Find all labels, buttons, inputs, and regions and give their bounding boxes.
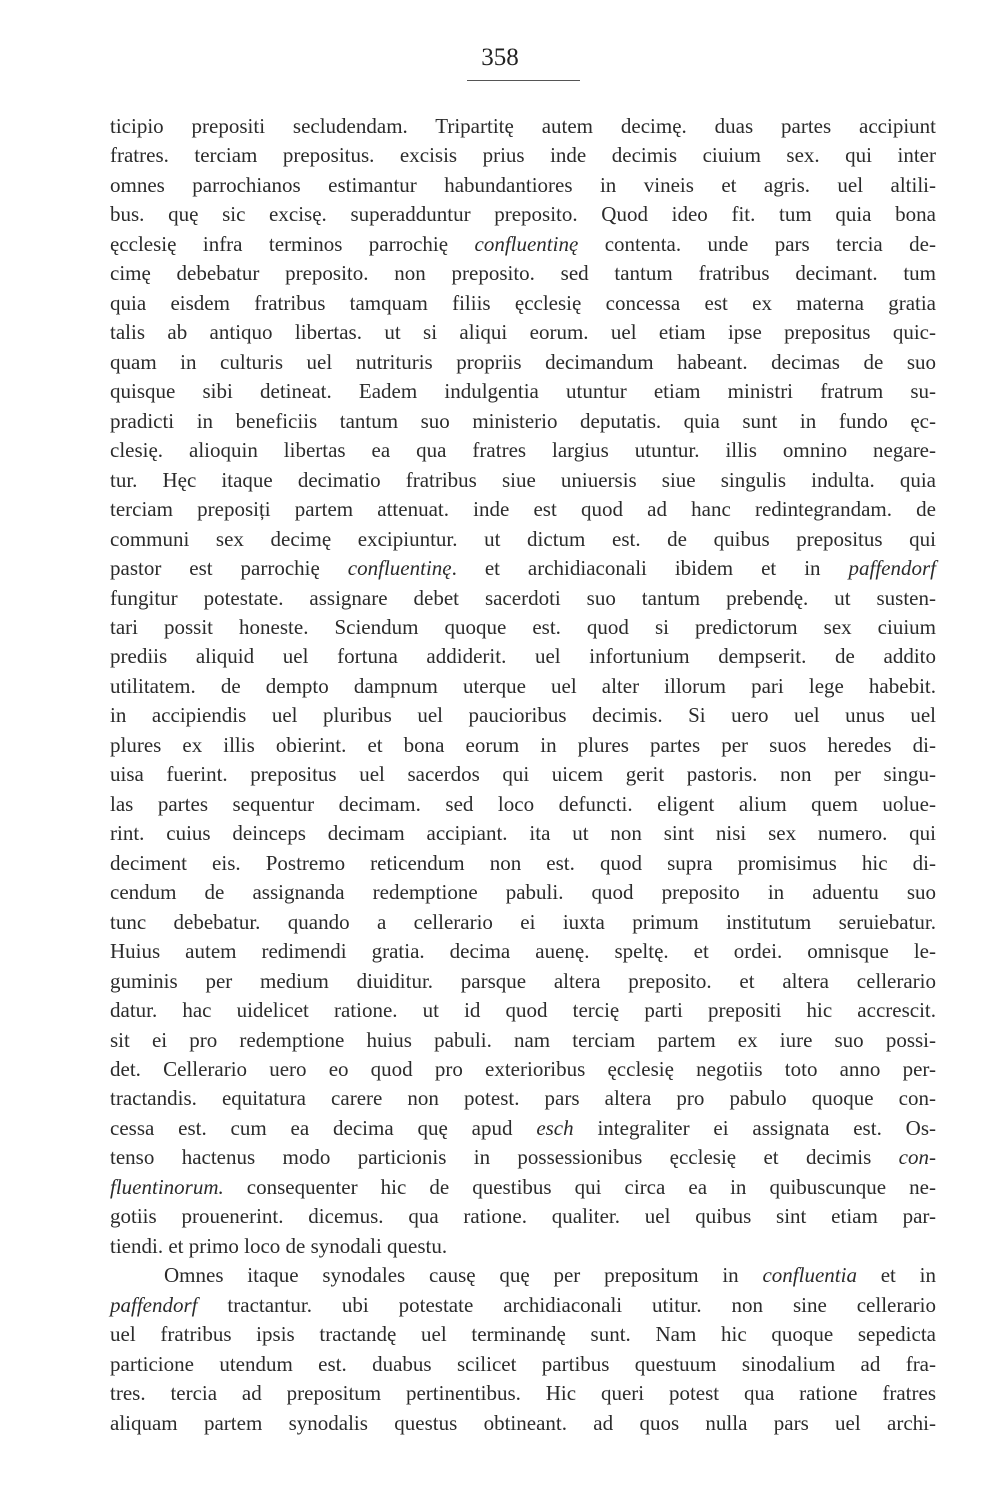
italic-place-name: paffendorf [110, 1292, 198, 1317]
text-segment: quisque sibi detineat. Eadem indulgentia utuntur etiam ministri fratrum su- [110, 379, 936, 404]
text-line [110, 436, 936, 465]
text-line [110, 495, 936, 524]
text-segment: cendum de assignanda redemptione pabuli. quod preposito in aduentu suo [110, 880, 936, 905]
text-line [110, 466, 936, 495]
text-line [110, 937, 936, 966]
text-segment: uel fratribus ipsis tractandę uel terminandę sunt. Nam hic quoque sepedicta [110, 1322, 936, 1347]
text-line [110, 819, 936, 848]
text-segment: communi sex decimę excipiuntur. ut dictum est. de quibus prepositus qui [110, 526, 936, 551]
text-line [110, 554, 936, 583]
text-line [110, 1026, 936, 1055]
italic-place-name: con- [898, 1145, 936, 1170]
text-line [110, 1232, 936, 1261]
text-line [110, 1173, 936, 1202]
text-segment: tractantur. ubi potestate archidiaconali utitur. non sine cellerario [197, 1292, 936, 1317]
text-segment: utilitatem. de dempto dampnum uterque uel alter illorum pari lege habebit. [110, 673, 936, 698]
text-line [110, 377, 936, 406]
text-line [110, 289, 936, 318]
body-text [110, 112, 936, 1438]
text-line [110, 200, 936, 229]
text-line [110, 1291, 936, 1320]
text-line [110, 760, 936, 789]
text-segment: tur. Hęc itaque decimatio fratribus siue uniuersis siue singulis indulta. quia [110, 467, 936, 492]
text-segment: et in [856, 1263, 937, 1288]
text-line [110, 1055, 936, 1084]
text-segment: bus. quę sic excisę. superadduntur preposito. Quod ideo fit. tum quia bona [110, 202, 936, 227]
text-segment: in accipiendis uel pluribus uel paucioribus decimis. Si uero uel unus uel [110, 703, 936, 728]
text-segment: ęcclesię infra terminos parrochię [110, 231, 475, 256]
text-line [110, 1202, 936, 1231]
text-line [110, 731, 936, 760]
text-segment: gotiis prouenerint. dicemus. qua ratione. qualiter. uel quibus sint etiam par- [110, 1204, 936, 1229]
text-line [110, 1084, 936, 1113]
text-segment: pastor est parrochię [110, 556, 348, 581]
text-segment: omnes parrochianos estimantur habundantiores in vineis et agris. uel altili- [110, 172, 936, 197]
text-line [110, 525, 936, 554]
text-line [110, 613, 936, 642]
page-number-rule [467, 80, 580, 81]
text-segment: particione utendum est. duabus scilicet partibus questuum sinodalium ad fra- [110, 1351, 936, 1376]
text-segment: tractandis. equitatura carere non potest. pars altera pro pabulo quoque con- [110, 1086, 936, 1111]
italic-place-name: confluentia [762, 1263, 857, 1288]
text-segment: guminis per medium diuiditur. parsque altera preposito. et altera cellerario [110, 968, 936, 993]
text-segment: tenso hactenus modo particionis in possessionibus ęcclesię et decimis [110, 1145, 899, 1170]
text-line [110, 1143, 936, 1172]
italic-place-name: fluentinorum. [110, 1174, 224, 1199]
text-segment: ticipio prepositi secludendam. Tripartitę autem decimę. duas partes accipiunt [110, 114, 936, 138]
text-line [110, 642, 936, 671]
text-segment: tari possit honeste. Sciendum quoque est. quod si predictorum sex ciuium [110, 614, 936, 639]
text-segment: contenta. unde pars tercia de- [578, 231, 936, 256]
italic-place-name: paffendorf [848, 556, 936, 581]
text-line [110, 996, 936, 1025]
text-segment: cessa est. cum ea decima quę apud [110, 1115, 537, 1140]
text-segment: uisa fuerint. prepositus uel sacerdos qui uicem gerit pastoris. non per singu- [110, 762, 936, 787]
text-line [110, 1379, 936, 1408]
text-segment: fratres. terciam prepositus. excisis prius inde decimis ciuium sex. qui inter [110, 143, 936, 168]
text-line [110, 1350, 936, 1379]
italic-place-name: esch [536, 1115, 574, 1140]
text-segment: Omnes itaque synodales causę quę per prepositum in [164, 1263, 763, 1288]
text-line [110, 230, 936, 259]
text-segment: tiendi. et primo loco de synodali questu. [110, 1233, 448, 1258]
text-segment: rint. cuius deinceps decimam accipiant. ita ut non sint nisi sex numero. qui [110, 821, 936, 846]
text-segment: pradicti in beneficiis tantum suo ministerio deputatis. quia sunt in fundo ęc- [110, 408, 936, 433]
text-segment: det. Cellerario uero eo quod pro exterioribus ęcclesię negotiis toto anno per- [110, 1057, 936, 1081]
text-line [110, 967, 936, 996]
text-line [110, 790, 936, 819]
text-segment: quam in culturis uel nutrituris propriis decimandum habeant. decimas de suo [110, 349, 936, 374]
text-segment: . et archidiaconali ibidem et in [451, 556, 849, 581]
text-segment: plures ex illis obierint. et bona eorum in plures partes per suos heredes di- [110, 732, 936, 757]
text-segment: fungitur potestate. assignare debet sacerdoti suo tantum prebendę. ut susten- [110, 585, 936, 610]
text-line [110, 849, 936, 878]
page-number: 358 [481, 44, 519, 71]
text-line [110, 1261, 936, 1290]
text-segment: las partes sequentur decimam. sed loco defuncti. eligent alium quem uolue- [110, 791, 936, 816]
text-line [110, 878, 936, 907]
text-line [110, 1409, 936, 1438]
text-line [110, 701, 936, 730]
text-segment: integraliter ei assignata est. Os- [573, 1115, 936, 1140]
text-segment: quia eisdem fratribus tamquam filiis ęcclesię concessa est ex materna gratia [110, 290, 936, 315]
text-segment: Huius autem redimendi gratia. decima auenę. speltę. et ordei. omnisque le- [110, 939, 936, 964]
text-segment: talis ab antiquo libertas. ut si aliqui eorum. uel etiam ipse prepositus quic- [110, 320, 936, 345]
text-segment: terciam preposiți partem attenuat. inde est quod ad hanc redintegrandam. de [110, 497, 936, 522]
text-segment: cimę debebatur preposito. non preposito. sed tantum fratribus decimant. tum [110, 261, 936, 286]
text-line [110, 318, 936, 347]
text-line [110, 259, 936, 288]
text-segment: prediis aliquid uel fortuna addiderit. uel infortunium dempserit. de addito [110, 644, 936, 669]
text-segment: consequenter hic de questibus qui circa ea in quibuscunque ne- [223, 1174, 936, 1199]
text-segment: datur. hac uidelicet ratione. ut id quod tercię parti prepositi hic accrescit. [110, 998, 936, 1023]
text-line [110, 1320, 936, 1349]
text-line [110, 171, 936, 200]
text-line [110, 141, 936, 170]
text-segment: aliquam partem synodalis questus obtineant. ad quos nulla pars uel archi- [110, 1410, 936, 1435]
text-line [110, 672, 936, 701]
text-line [110, 407, 936, 436]
text-segment: tunc debebatur. quando a cellerario ei iuxta primum institutum seruiebatur. [110, 909, 936, 934]
text-segment: sit ei pro redemptione huius pabuli. nam terciam partem ex iure suo possi- [110, 1027, 936, 1052]
text-segment: clesię. alioquin libertas ea qua fratres largius utuntur. illis omnino negare- [110, 438, 936, 463]
text-line [110, 348, 936, 377]
text-segment: deciment eis. Postremo reticendum non est. quod supra promisimus hic di- [110, 850, 936, 875]
text-segment: tres. tercia ad prepositum pertinentibus. Hic queri potest qua ratione fratres [110, 1381, 936, 1406]
text-line [110, 908, 936, 937]
text-line [110, 112, 936, 141]
italic-place-name: confluentinę [347, 556, 452, 581]
text-line [110, 584, 936, 613]
italic-place-name: confluentinę [474, 231, 579, 256]
text-line [110, 1114, 936, 1143]
